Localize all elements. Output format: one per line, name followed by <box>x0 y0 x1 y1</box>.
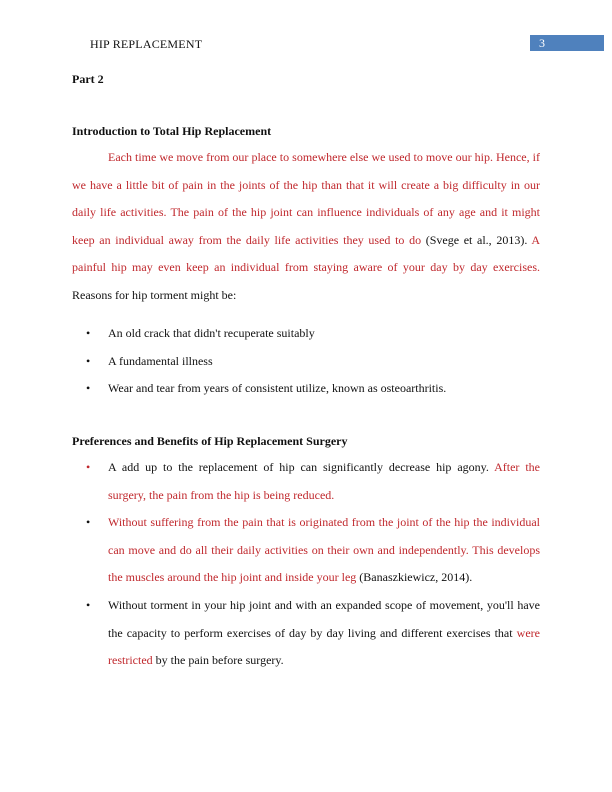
intro-paragraph <box>72 144 540 310</box>
benefit-1-text: A add up to the replacement of hip can significantly decrease hip agony. <box>108 460 495 474</box>
bullet-icon: • <box>86 353 91 368</box>
list-item <box>72 509 540 592</box>
intro-text-red-2: A painful hip may even keep an individual from staying aware of your day by day exercises. <box>72 232 540 275</box>
reasons-list <box>72 320 540 403</box>
benefit-1-red-text: After the surgery, the pain from the hip is being reduced. <box>108 460 540 502</box>
header-title: HIP REPLACEMENT <box>90 37 203 51</box>
benefit-3-red-text: were restricted <box>108 625 540 668</box>
part-heading: Part 2 <box>72 72 104 86</box>
benefit-2-red-text: Without suffering from the pain that is originated from the joint of the hip the individual can move and do all their daily activities on their own and independently. This develops the muscles around the hip joint and inside your leg <box>108 515 540 585</box>
list-item <box>72 348 540 376</box>
bullet-icon: • <box>86 515 91 530</box>
benefit-3-text-1: Without torment in your hip joint and with an expanded scope of movement, you'll have the capacity to perform exercises of day by day living and different exercises that <box>108 597 540 640</box>
page-number: 3 <box>539 36 545 50</box>
benefits-list <box>72 454 540 675</box>
benefits-heading: Preferences and Benefits of Hip Replacement Surgery <box>72 434 348 448</box>
page-number-box <box>530 35 604 51</box>
list-item <box>72 320 540 348</box>
intro-text-end: Reasons for hip torment might be: <box>72 287 237 302</box>
bullet-icon: • <box>86 460 91 474</box>
intro-text-red-1: Each time we move from our place to somewhere else we used to move our hip. Hence, if we have a little bit of pain in the joints of the hip than that it will create a big difficulty in our daily life activities. The pain of the hip joint can influence individuals of any age and it might keep an individual away from the daily life activities they used to do <box>72 150 540 247</box>
bullet-icon: • <box>86 381 91 396</box>
list-item <box>72 454 540 509</box>
benefit-2-citation: (Banaszkiewicz, 2014). <box>356 570 473 585</box>
list-item <box>72 592 540 675</box>
benefit-3-text-2: by the pain before surgery. <box>152 653 284 668</box>
reason-text: An old crack that didn't recuperate suitably <box>108 326 315 340</box>
bullet-icon: • <box>86 326 91 340</box>
reason-text: A fundamental illness <box>108 353 213 368</box>
reason-text: Wear and tear from years of consistent utilize, known as osteoarthritis. <box>108 381 447 396</box>
list-item <box>72 375 540 403</box>
bullet-icon: • <box>86 597 91 612</box>
intro-heading: Introduction to Total Hip Replacement <box>72 124 272 138</box>
intro-citation: (Svege et al., 2013). <box>421 232 532 247</box>
